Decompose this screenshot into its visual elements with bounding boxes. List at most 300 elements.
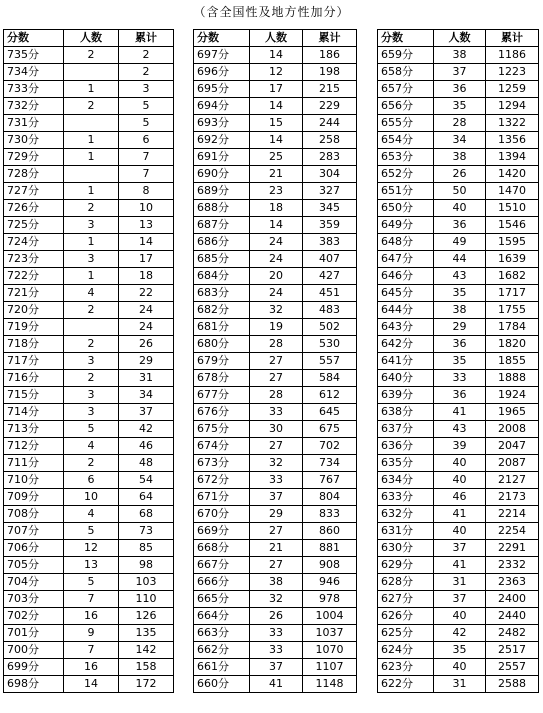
score-cell: 688分 [194,200,250,217]
count-cell: 27 [250,438,303,455]
table-row [4,387,174,404]
score-cell: 651分 [378,183,434,200]
cumulative-cell: 37 [119,404,174,421]
score-cell: 637分 [378,421,434,438]
score-cell: 635分 [378,455,434,472]
count-cell: 17 [250,81,303,98]
cumulative-cell: 1855 [486,353,539,370]
count-cell: 41 [434,404,486,421]
cumulative-cell: 1420 [486,166,539,183]
score-cell: 647分 [378,251,434,268]
table-row [194,234,357,251]
table-row [378,285,539,302]
score-cell: 624分 [378,642,434,659]
cumulative-cell: 1004 [303,608,357,625]
count-cell: 4 [64,285,119,302]
count-cell: 1 [64,81,119,98]
count-cell: 37 [250,489,303,506]
table-header-row [378,30,539,47]
count-cell: 41 [434,557,486,574]
score-cell: 677分 [194,387,250,404]
score-cell: 630分 [378,540,434,557]
count-cell: 30 [250,421,303,438]
cumulative-cell: 645 [303,404,357,421]
table-row [378,421,539,438]
score-cell: 668分 [194,540,250,557]
cumulative-cell: 103 [119,574,174,591]
score-table-2 [193,29,357,693]
cumulative-cell: 1259 [486,81,539,98]
count-cell: 9 [64,625,119,642]
header-cumulative: 累计 [119,30,174,47]
cumulative-cell: 6 [119,132,174,149]
table-row [4,166,174,183]
cumulative-cell: 135 [119,625,174,642]
cumulative-cell: 2291 [486,540,539,557]
count-cell: 28 [434,115,486,132]
count-cell: 37 [250,659,303,676]
score-table-3 [377,29,539,693]
count-cell: 40 [434,472,486,489]
cumulative-cell: 1784 [486,319,539,336]
cumulative-cell: 1820 [486,336,539,353]
count-cell: 29 [434,319,486,336]
cumulative-cell: 85 [119,540,174,557]
cumulative-cell: 5 [119,98,174,115]
cumulative-cell: 584 [303,370,357,387]
cumulative-cell: 612 [303,387,357,404]
cumulative-cell: 2127 [486,472,539,489]
score-cell: 707分 [4,523,64,540]
count-cell: 37 [434,540,486,557]
cumulative-cell: 451 [303,285,357,302]
score-cell: 671分 [194,489,250,506]
table-row [194,642,357,659]
cumulative-cell: 483 [303,302,357,319]
count-cell: 25 [250,149,303,166]
score-cell: 646分 [378,268,434,285]
score-cell: 659分 [378,47,434,64]
score-cell: 716分 [4,370,64,387]
cumulative-cell: 1682 [486,268,539,285]
table-row [194,98,357,115]
table-row [4,81,174,98]
score-cell: 695分 [194,81,250,98]
table-row [4,200,174,217]
table-row [378,455,539,472]
count-cell: 37 [434,591,486,608]
cumulative-cell: 42 [119,421,174,438]
table-row [378,81,539,98]
table-row [378,591,539,608]
score-cell: 656分 [378,98,434,115]
table-row [194,149,357,166]
table-row [378,217,539,234]
cumulative-cell: 54 [119,472,174,489]
table-row [4,47,174,64]
cumulative-cell: 427 [303,268,357,285]
count-cell: 28 [250,387,303,404]
table-row [378,642,539,659]
count-cell: 1 [64,234,119,251]
table-row [378,489,539,506]
score-cell: 665分 [194,591,250,608]
score-cell: 660分 [194,676,250,693]
table-row [378,438,539,455]
cumulative-cell: 31 [119,370,174,387]
score-cell: 721分 [4,285,64,302]
table-row [4,149,174,166]
cumulative-cell: 17 [119,251,174,268]
table-row [4,625,174,642]
cumulative-cell: 327 [303,183,357,200]
count-cell: 18 [250,200,303,217]
score-cell: 650分 [378,200,434,217]
count-cell: 26 [250,608,303,625]
score-cell: 685分 [194,251,250,268]
count-cell: 16 [64,659,119,676]
score-cell: 640分 [378,370,434,387]
cumulative-cell: 142 [119,642,174,659]
table-row [378,132,539,149]
cumulative-cell: 1294 [486,98,539,115]
cumulative-cell: 7 [119,166,174,183]
score-cell: 694分 [194,98,250,115]
count-cell: 15 [250,115,303,132]
score-cell: 666分 [194,574,250,591]
cumulative-cell: 2087 [486,455,539,472]
count-cell: 5 [64,574,119,591]
table-row [378,166,539,183]
table-row [4,489,174,506]
table-row [378,608,539,625]
cumulative-cell: 2440 [486,608,539,625]
cumulative-cell: 22 [119,285,174,302]
cumulative-cell: 2047 [486,438,539,455]
count-cell: 28 [250,336,303,353]
table-row [378,47,539,64]
cumulative-cell: 110 [119,591,174,608]
cumulative-cell: 2 [119,47,174,64]
table-row [194,523,357,540]
count-cell: 36 [434,336,486,353]
table-row [4,557,174,574]
table-row [378,98,539,115]
table-row [378,557,539,574]
score-cell: 726分 [4,200,64,217]
table-row [4,217,174,234]
count-cell: 21 [250,540,303,557]
count-cell: 2 [64,302,119,319]
score-cell: 728分 [4,166,64,183]
count-cell: 38 [434,47,486,64]
cumulative-cell: 557 [303,353,357,370]
count-cell: 4 [64,438,119,455]
table-row [378,115,539,132]
score-table-1 [3,29,174,693]
cumulative-cell: 359 [303,217,357,234]
table-row [378,472,539,489]
cumulative-cell: 1148 [303,676,357,693]
score-cell: 686分 [194,234,250,251]
cumulative-cell: 345 [303,200,357,217]
score-cell: 649分 [378,217,434,234]
score-cell: 699分 [4,659,64,676]
cumulative-cell: 2332 [486,557,539,574]
table-row [378,183,539,200]
table-row [4,574,174,591]
count-cell [64,64,119,81]
cumulative-cell: 1755 [486,302,539,319]
count-cell: 3 [64,387,119,404]
count-cell: 37 [434,64,486,81]
count-cell: 36 [434,387,486,404]
table-header-row [4,30,174,47]
cumulative-cell: 29 [119,353,174,370]
count-cell: 21 [250,166,303,183]
count-cell: 5 [64,421,119,438]
count-cell: 46 [434,489,486,506]
table-row [194,455,357,472]
table-row [194,336,357,353]
cumulative-cell: 1037 [303,625,357,642]
count-cell: 32 [250,302,303,319]
score-cell: 639分 [378,387,434,404]
score-cell: 657分 [378,81,434,98]
table-row [194,370,357,387]
score-cell: 731分 [4,115,64,132]
score-cell: 705分 [4,557,64,574]
cumulative-cell: 2482 [486,625,539,642]
table-row [4,523,174,540]
cumulative-cell: 1356 [486,132,539,149]
table-row [194,319,357,336]
count-cell: 3 [64,353,119,370]
cumulative-cell: 1070 [303,642,357,659]
score-cell: 645分 [378,285,434,302]
count-cell: 20 [250,268,303,285]
cumulative-cell: 8 [119,183,174,200]
table-row [4,472,174,489]
table-row [4,302,174,319]
cumulative-cell: 126 [119,608,174,625]
cumulative-cell: 244 [303,115,357,132]
cumulative-cell: 198 [303,64,357,81]
count-cell: 19 [250,319,303,336]
count-cell: 27 [250,557,303,574]
score-cell: 655分 [378,115,434,132]
table-row [4,591,174,608]
score-cell: 723分 [4,251,64,268]
table-row [4,132,174,149]
count-cell: 43 [434,268,486,285]
score-cell: 629分 [378,557,434,574]
count-cell: 40 [434,523,486,540]
count-cell: 33 [434,370,486,387]
score-cell: 661分 [194,659,250,676]
cumulative-cell: 978 [303,591,357,608]
table-row [194,608,357,625]
table-row [4,642,174,659]
cumulative-cell: 26 [119,336,174,353]
cumulative-cell: 383 [303,234,357,251]
count-cell: 33 [250,404,303,421]
cumulative-cell: 833 [303,506,357,523]
table-row [194,472,357,489]
score-cell: 622分 [378,676,434,693]
score-cell: 700分 [4,642,64,659]
table-row [378,64,539,81]
cumulative-cell: 2214 [486,506,539,523]
table-row [194,591,357,608]
cumulative-cell: 1717 [486,285,539,302]
cumulative-cell: 283 [303,149,357,166]
count-cell: 3 [64,217,119,234]
count-cell: 32 [250,455,303,472]
table-row [194,81,357,98]
score-cell: 682分 [194,302,250,319]
score-cell: 719分 [4,319,64,336]
score-cell: 644分 [378,302,434,319]
score-cell: 693分 [194,115,250,132]
score-cell: 653分 [378,149,434,166]
count-cell: 40 [434,200,486,217]
cumulative-cell: 1924 [486,387,539,404]
cumulative-cell: 1470 [486,183,539,200]
score-cell: 683分 [194,285,250,302]
table-row [194,387,357,404]
table-row [194,183,357,200]
count-cell: 14 [250,132,303,149]
header-cumulative: 累计 [303,30,357,47]
table-row [194,659,357,676]
score-cell: 672分 [194,472,250,489]
count-cell: 41 [434,506,486,523]
table-row [194,506,357,523]
count-cell: 6 [64,472,119,489]
table-row [378,574,539,591]
table-row [378,234,539,251]
count-cell: 2 [64,200,119,217]
count-cell: 35 [434,98,486,115]
score-cell: 669分 [194,523,250,540]
count-cell: 12 [64,540,119,557]
table-row [378,251,539,268]
table-row [4,268,174,285]
table-row [194,557,357,574]
score-cell: 732分 [4,98,64,115]
count-cell: 24 [250,234,303,251]
count-cell: 36 [434,81,486,98]
table-row [194,625,357,642]
table-row [378,506,539,523]
cumulative-cell: 7 [119,149,174,166]
count-cell: 34 [434,132,486,149]
cumulative-cell: 2 [119,64,174,81]
cumulative-cell: 767 [303,472,357,489]
table-row [194,540,357,557]
count-cell: 10 [64,489,119,506]
score-cell: 691分 [194,149,250,166]
count-cell: 38 [250,574,303,591]
count-cell: 50 [434,183,486,200]
cumulative-cell: 172 [119,676,174,693]
score-cell: 718分 [4,336,64,353]
score-cell: 687分 [194,217,250,234]
table-row [378,370,539,387]
table-row [4,540,174,557]
count-cell: 38 [434,149,486,166]
score-cell: 717分 [4,353,64,370]
cumulative-cell: 73 [119,523,174,540]
cumulative-cell: 2400 [486,591,539,608]
cumulative-cell: 2557 [486,659,539,676]
count-cell: 2 [64,336,119,353]
cumulative-cell: 1394 [486,149,539,166]
table-row [378,540,539,557]
score-cell: 678分 [194,370,250,387]
cumulative-cell: 860 [303,523,357,540]
count-cell: 35 [434,285,486,302]
score-cell: 662分 [194,642,250,659]
table-row [378,200,539,217]
table-row [4,608,174,625]
count-cell: 41 [250,676,303,693]
score-cell: 674分 [194,438,250,455]
score-cell: 708分 [4,506,64,523]
cumulative-cell: 1186 [486,47,539,64]
score-cell: 631分 [378,523,434,540]
table-row [194,268,357,285]
table-row [194,438,357,455]
score-cell: 706分 [4,540,64,557]
cumulative-cell: 1888 [486,370,539,387]
table-row [4,251,174,268]
cumulative-cell: 186 [303,47,357,64]
score-cell: 704分 [4,574,64,591]
count-cell: 33 [250,472,303,489]
count-cell: 1 [64,149,119,166]
cumulative-cell: 5 [119,115,174,132]
table-row [194,217,357,234]
cumulative-cell: 14 [119,234,174,251]
score-cell: 632分 [378,506,434,523]
header-score: 分数 [378,30,434,47]
score-cell: 658分 [378,64,434,81]
score-cell: 734分 [4,64,64,81]
table-row [194,115,357,132]
table-row [378,523,539,540]
table-row [378,625,539,642]
score-cell: 681分 [194,319,250,336]
count-cell: 16 [64,608,119,625]
count-cell: 2 [64,455,119,472]
score-cell: 679分 [194,353,250,370]
count-cell: 35 [434,353,486,370]
score-cell: 667分 [194,557,250,574]
cumulative-cell: 64 [119,489,174,506]
count-cell: 1 [64,268,119,285]
cumulative-cell: 1107 [303,659,357,676]
cumulative-cell: 946 [303,574,357,591]
cumulative-cell: 2363 [486,574,539,591]
table-row [4,336,174,353]
score-cell: 623分 [378,659,434,676]
score-cell: 641分 [378,353,434,370]
count-cell: 2 [64,370,119,387]
cumulative-cell: 98 [119,557,174,574]
cumulative-cell: 304 [303,166,357,183]
